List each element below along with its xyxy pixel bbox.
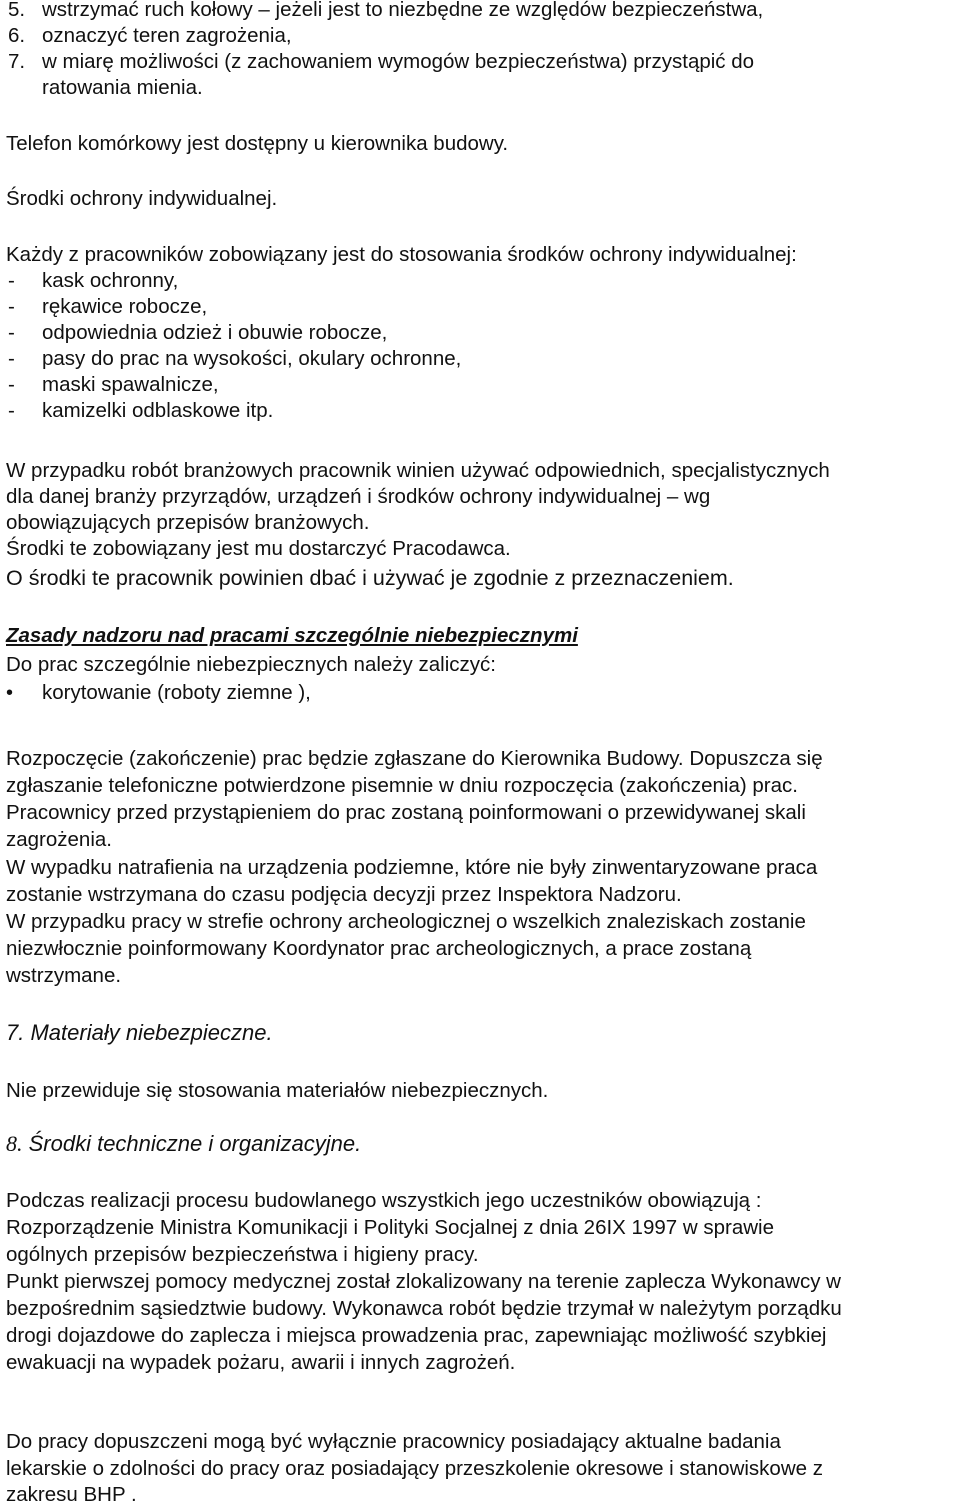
- list-item-6: [8, 23, 292, 49]
- ppe-item-text: maski spawalnicze,: [42, 373, 219, 396]
- procedure-line: zostanie wstrzymana do czasu podjęcia decyzji przez Inspektora Nadzoru.: [6, 883, 682, 906]
- ppe-item: [8, 346, 461, 372]
- list-item-7: [8, 49, 754, 75]
- procedure-line: W przypadku pracy w strefie ochrony archeologicznej o wszelkich znaleziskach zostanie: [6, 910, 806, 933]
- ppe-item: [8, 398, 273, 424]
- procedure-line: Pracownicy przed przystąpieniem do prac zostaną poinformowani o przewidywanej skali: [6, 801, 806, 824]
- phone-note: Telefon komórkowy jest dostępny u kierownika budowy.: [6, 132, 509, 155]
- section-8-line: Rozporządzenie Ministra Komunikacji i Polityki Socjalnej z dnia 26IX 1997 w sprawie: [6, 1216, 774, 1239]
- ppe-item-text: kamizelki odblaskowe itp.: [42, 399, 274, 422]
- section-8-line: ogólnych przepisów bezpieczeństwa i higieny pracy.: [6, 1243, 479, 1266]
- final-line: zakresu BHP .: [6, 1483, 137, 1506]
- bullet-icon: •: [6, 682, 14, 704]
- ppe-item: [8, 372, 219, 398]
- list-number: 6.: [8, 24, 26, 47]
- procedure-line: wstrzymane.: [6, 964, 122, 987]
- procedure-line: W wypadku natrafienia na urządzenia podziemne, które nie były zinwentaryzowane praca: [6, 856, 818, 879]
- list-dash: -: [8, 373, 15, 396]
- ppe-item-text: pasy do prac na wysokości, okulary ochronne,: [42, 347, 462, 370]
- procedure-line: zgłaszanie telefoniczne potwierdzone pisemnie w dniu rozpoczęcia (zakończenia) prac.: [6, 774, 798, 797]
- section-8-line: Punkt pierwszej pomocy medycznej został zlokalizowany na terenie zaplecza Wykonawcy w: [6, 1270, 841, 1293]
- procedure-line: Rozpoczęcie (zakończenie) prac będzie zgłaszane do Kierownika Budowy. Dopuszcza się: [6, 747, 823, 770]
- ppe-item-text: odpowiednia odzież i obuwie robocze,: [42, 321, 388, 344]
- section-8-title: Środki techniczne i organizacyjne.: [22, 1131, 362, 1156]
- list-item-7-continuation: ratowania mienia.: [42, 76, 203, 99]
- list-text: w miarę możliwości (z zachowaniem wymogów bezpieczeństwa) przystąpić do: [42, 50, 755, 73]
- ppe-intro: Każdy z pracowników zobowiązany jest do stosowania środków ochrony indywidualnej:: [6, 243, 797, 266]
- section-8-number: 8.: [6, 1131, 23, 1156]
- supervision-intro: Do prac szczególnie niebezpiecznych należy zaliczyć:: [6, 653, 496, 676]
- list-text: oznaczyć teren zagrożenia,: [42, 24, 292, 47]
- ppe-item-text: rękawice robocze,: [42, 295, 208, 318]
- section-8-line: bezpośrednim sąsiedztwie budowy. Wykonawca robót będzie trzymał w należytym porządku: [6, 1297, 842, 1320]
- trade-paragraph-line: dla danej branży przyrządów, urządzeń i środków ochrony indywidualnej – wg: [6, 485, 711, 508]
- ppe-title: Środki ochrony indywidualnej.: [6, 187, 278, 210]
- list-dash: -: [8, 347, 15, 370]
- ppe-item: [8, 320, 387, 346]
- procedure-line: zagrożenia.: [6, 828, 112, 851]
- list-item-5: [8, 0, 763, 23]
- section-8-line: drogi dojazdowe do zaplecza i miejsca prowadzenia prac, zapewniając możliwość szybkiej: [6, 1324, 827, 1347]
- section-7-heading: 7. Materiały niebezpieczne.: [6, 1020, 273, 1045]
- final-line: Do pracy dopuszczeni mogą być wyłącznie pracownicy posiadający aktualne badania: [6, 1430, 781, 1453]
- employer-line: Środki te zobowiązany jest mu dostarczyć Pracodawca.: [6, 537, 511, 560]
- list-dash: -: [8, 295, 15, 318]
- list-text: wstrzymać ruch kołowy – jeżeli jest to niezbędne ze względów bezpieczeństwa,: [42, 0, 764, 21]
- trade-paragraph-line: W przypadku robót branżowych pracownik winien używać odpowiednich, specjalistycznych: [6, 459, 830, 482]
- ppe-item: [8, 294, 207, 320]
- section-8-heading: [6, 1131, 361, 1157]
- section-8-line: ewakuacji na wypadek pożaru, awarii i innych zagrożeń.: [6, 1351, 516, 1374]
- bullet-text: korytowanie (roboty ziemne ),: [42, 681, 311, 704]
- trade-paragraph-line: obowiązujących przepisów branżowych.: [6, 511, 370, 534]
- final-line: lekarskie o zdolności do pracy oraz posiadający przeszkolenie okresowe i stanowiskowe z: [6, 1457, 823, 1480]
- list-dash: -: [8, 399, 15, 422]
- list-number: 7.: [8, 50, 26, 73]
- supervision-bullet-item: [6, 680, 311, 706]
- procedure-line: niezwłocznie poinformowany Koordynator prac archeologicznych, a prace zostaną: [6, 937, 752, 960]
- supervision-heading: Zasady nadzoru nad pracami szczególnie niebezpiecznymi: [6, 624, 578, 647]
- ppe-item: [8, 268, 178, 294]
- list-dash: -: [8, 321, 15, 344]
- care-line: O środki te pracownik powinien dbać i używać je zgodnie z przeznaczeniem.: [6, 566, 734, 590]
- section-7-text: Nie przewiduje się stosowania materiałów niebezpiecznych.: [6, 1079, 549, 1102]
- ppe-item-text: kask ochronny,: [42, 269, 179, 292]
- list-number: 5.: [8, 0, 26, 21]
- section-8-line: Podczas realizacji procesu budowlanego wszystkich jego uczestników obowiązują :: [6, 1189, 762, 1212]
- list-dash: -: [8, 269, 15, 292]
